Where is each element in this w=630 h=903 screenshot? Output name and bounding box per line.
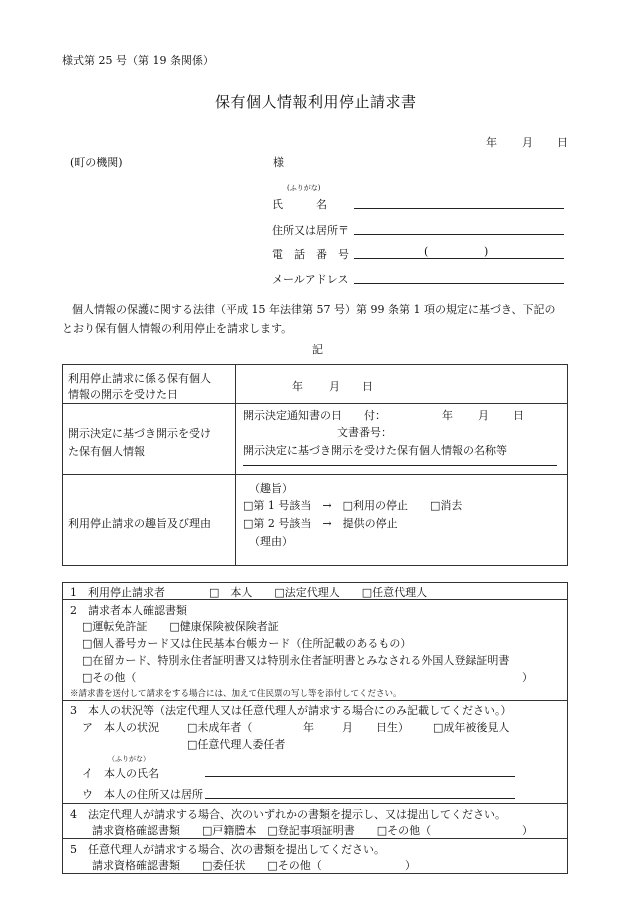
section-2-line-3[interactable]: □在留カード、特別永住者証明書又は特別永住者証明書とみなされる外国人登録証明書 [82, 654, 510, 667]
section-2-other-close: ） [522, 671, 533, 684]
email-field[interactable] [354, 283, 564, 284]
intro-line-1: 個人情報の保護に関する法律（平成 15 年法律第 57 号）第 99 条第 1 項の規定に基づき、下記の [72, 303, 556, 316]
section-2-note: ※請求書を送付して請求をする場合には、加えて住民票の写し等を添付してください。 [70, 689, 402, 699]
section-3-name-label: イ 本人の氏名 [82, 767, 159, 780]
row3-option-2[interactable]: □第 2 号該当 → 提供の停止 [243, 517, 398, 530]
section-3-address-field[interactable] [205, 798, 515, 799]
row2-docnum-label: 文書番号： [337, 426, 392, 439]
row2-notice-date-label: 開示決定通知書の日 付： [243, 409, 386, 422]
section-3-furigana: （ふりがな） [108, 755, 150, 763]
table1-row-sep-2 [62, 474, 568, 475]
section-2-title: 2 請求者本人確認書類 [70, 604, 187, 617]
row2-name-label: 開示決定に基づき開示を受けた保有個人情報の名称等 [243, 444, 507, 457]
row2-label-line1: 開示決定に基づき開示を受け [68, 427, 211, 440]
table1-row-sep-1 [62, 403, 568, 404]
row2-label-line2: た保有個人情報 [68, 445, 145, 458]
recipient-honorific: 様 [273, 156, 284, 169]
row3-label: 利用停止請求の趣旨及び理由 [68, 517, 211, 530]
section-3-address-label: ウ 本人の住所又は居所 [82, 788, 203, 801]
section-3-birth-month: 月 [342, 721, 353, 734]
table2-sep-4 [62, 838, 568, 839]
recipient-label: (町の機関) [70, 156, 123, 169]
address-label: 住所又は居所〒 [272, 224, 349, 237]
section-4-close: ） [522, 824, 533, 837]
phone-paren-open: ( [424, 245, 429, 258]
section-5-title: 5 任意代理人が請求する場合、次の書類を提出してください。 [70, 843, 385, 856]
row1-year: 年 [292, 380, 303, 393]
section-3-guardianship-option[interactable]: □成年被後見人 [433, 721, 510, 734]
section-2-line-2[interactable]: □個人番号カード又は住民基本台帳カード（住所記載のあるもの） [82, 637, 412, 650]
section-3-a-label: ア 本人の状況 [82, 721, 159, 734]
table2-sep-3 [62, 803, 568, 804]
name-field[interactable] [354, 208, 564, 209]
section-3-title: 3 本人の状況等（法定代理人又は任意代理人が請求する場合にのみ記載してください。） [70, 704, 512, 717]
phone-label: 電 話 番 号 [272, 248, 349, 261]
furigana-label: (ふりがな) [287, 184, 321, 192]
form-number: 様式第 25 号（第 19 条関係） [62, 54, 214, 67]
row3-option-1[interactable]: □第 1 号該当 → □利用の停止 □消去 [243, 499, 463, 512]
section-2-other-open[interactable]: □その他（ [82, 671, 137, 684]
section-3-birth-year: 年 [303, 721, 314, 734]
section-4-docs[interactable]: 請求資格確認書類 □戸籍謄本 □登記事項証明書 □その他（ [92, 824, 432, 837]
address-field[interactable] [354, 234, 564, 235]
name-label: 氏 名 [272, 198, 327, 211]
intro-line-2: とおり保有個人情報の利用停止を請求します。 [62, 322, 293, 335]
table1-divider [235, 364, 236, 566]
section-5-docs[interactable]: 請求資格確認書類 □委任状 □その他（ [92, 859, 322, 872]
date-day: 日 [557, 136, 568, 149]
row2-year: 年 [442, 409, 453, 422]
row3-reason-label: （理由） [249, 535, 293, 548]
row1-month: 月 [329, 380, 340, 393]
date-month: 月 [522, 136, 533, 149]
section-5-close: ） [405, 859, 416, 872]
phone-field[interactable] [354, 258, 564, 259]
section-1-requester[interactable]: 1 利用停止請求者 □ 本人 □法定代理人 □任意代理人 [70, 586, 428, 599]
section-3-birth-day: 日生） [376, 721, 409, 734]
phone-paren-close: ) [484, 245, 489, 258]
ki-label: 記 [312, 343, 323, 356]
date-year: 年 [486, 136, 497, 149]
page-title: 保有個人情報利用停止請求書 [215, 93, 417, 111]
section-4-title: 4 法定代理人が請求する場合、次のいずれかの書類を提示し、又は提出してください。 [70, 808, 506, 821]
table2-sep-2 [62, 700, 568, 701]
row1-label-line1: 利用停止請求に係る保有個人 [68, 372, 211, 385]
row3-purpose-label: （趣旨） [249, 482, 293, 495]
email-label: メールアドレス [272, 273, 349, 286]
row1-day: 日 [362, 380, 373, 393]
section-3-delegator-option[interactable]: □任意代理人委任者 [187, 738, 286, 751]
row2-day: 日 [513, 409, 524, 422]
section-3-name-field[interactable] [205, 776, 515, 777]
table2-sep-1 [62, 599, 568, 600]
row2-name-field[interactable] [243, 465, 557, 466]
row1-label-line2: 情報の開示を受けた日 [68, 388, 178, 401]
section-2-line-1[interactable]: □運転免許証 □健康保険被保険者証 [82, 620, 279, 633]
row2-month: 月 [478, 409, 489, 422]
section-3-minor-option[interactable]: □未成年者（ [187, 721, 253, 734]
